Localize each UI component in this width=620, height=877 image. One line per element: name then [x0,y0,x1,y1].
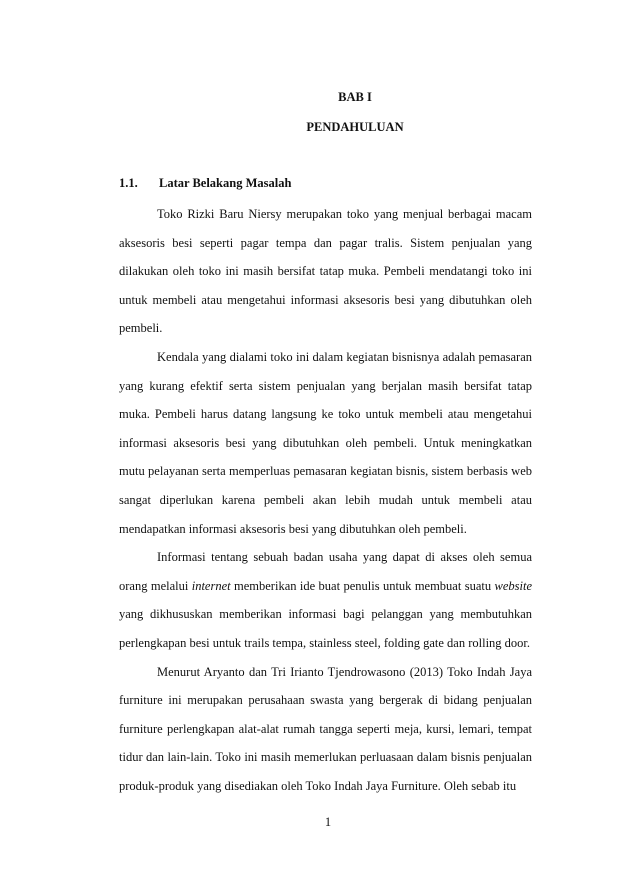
italic-term: internet [191,578,231,593]
section-title: Latar Belakang Masalah [159,176,292,190]
italic-term: website [494,578,532,593]
page-number: 1 [324,815,332,829]
paragraph: Menurut Aryanto dan Tri Irianto Tjendrowasono (2013) Toko Indah Jaya furniture ini merupakan perusahaan swasta yang bergerak di bidang penjualan furniture perlengkapan alat-alat rumah tangga seperti meja, kursi, lemari, tempat tidur dan lain-lain. Toko ini masih memerlukan perluasaan dalam bisnis penjualan produk-produk yang disediakan oleh Toko Indah Jaya Furniture. Oleh sebab itu [119,664,532,793]
paragraph: Toko Rizki Baru Niersy merupakan toko yang menjual berbagai macam aksesoris besi seperti pagar tempa dan pagar tralis. Sistem penjualan yang dilakukan oleh toko ini masih bersifat tatap muka. Pembeli mendatangi toko ini untuk membeli atau mengetahui informasi aksesoris besi yang dibutuhkan oleh pembeli. [119,207,532,336]
paragraph: Kendala yang dialami toko ini dalam kegiatan bisnisnya adalah pemasaran yang kurang efektif serta sistem penjualan yang berjalan masih bersifat tatap muka. Pembeli harus datang langsung ke toko untuk membeli atau mengetahui informasi aksesoris besi yang dibutuhkan oleh pembeli. Untuk meningkatkan mutu pelayanan serta memperluas pemasaran kegiatan bisnis, sistem berbasis web sangat diperlukan karena pembeli akan lebih mudah untuk membeli atau mendapatkan informasi aksesoris besi yang dibutuhkan oleh pembeli. [119,349,532,536]
chapter-title: PENDAHULUAN [306,120,404,134]
paragraph-text: memberikan ide buat penulis untuk membuat suatu [230,578,495,593]
paragraph [119,543,532,657]
chapter-label: BAB I [338,90,372,104]
paragraph-text: Informasi tentang sebuah badan usaha yang dapat di akses oleh semua orang melalui [119,550,532,593]
body-text [119,200,532,800]
paragraph-text: yang dikhususkan memberikan informasi bagi pelanggan yang membutuhkan perlengkapan besi untuk trails tempa, stainless steel, folding gate dan rolling door. [119,607,532,650]
section-heading [119,176,291,191]
section-number: 1.1. [119,176,138,190]
